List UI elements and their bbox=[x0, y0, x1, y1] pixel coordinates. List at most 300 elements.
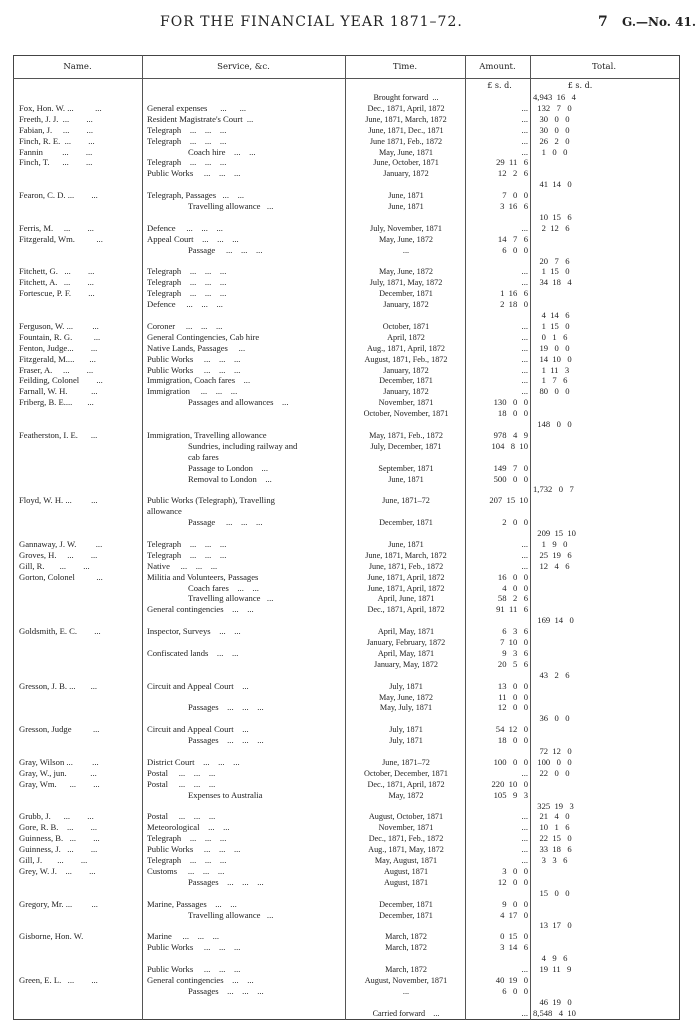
entry-name: Gray, Wilson ... ... bbox=[19, 756, 99, 767]
entry-service: Public Works ... ... ... bbox=[147, 168, 241, 179]
entry-amount: 0 15 0 bbox=[500, 931, 528, 942]
entry-time: May, July, 1871 bbox=[379, 703, 433, 713]
entry-service: Expenses to Australia bbox=[188, 789, 263, 800]
table-row bbox=[0, 495, 700, 506]
table-row bbox=[0, 572, 700, 583]
table-row bbox=[0, 201, 700, 212]
table-row bbox=[0, 920, 700, 931]
entry-time: January, 1872 bbox=[383, 169, 429, 179]
entry-service: Native Lands, Passages ... bbox=[147, 342, 246, 353]
entry-name: Gresson, Judge ... bbox=[19, 724, 100, 735]
table-row bbox=[0, 811, 700, 822]
entry-service: Passages ... ... ... bbox=[188, 876, 264, 887]
entry-amount: 58 2 6 bbox=[497, 593, 528, 604]
entry-total: 3 3 6 bbox=[533, 855, 568, 865]
table-row bbox=[0, 474, 700, 485]
table-row bbox=[0, 735, 700, 746]
entry-total: 1 15 0 bbox=[533, 320, 570, 331]
table-row bbox=[0, 136, 700, 147]
entry-total: 30 0 0 bbox=[533, 113, 570, 124]
entry-amount: 7 10 0 bbox=[500, 637, 528, 647]
entry-amount: ... bbox=[521, 320, 528, 331]
entry-time: May, August, 1871 bbox=[374, 856, 438, 865]
entry-service: Postal ... ... ... bbox=[147, 811, 216, 822]
entry-service: Telegraph ... ... ... bbox=[147, 277, 227, 288]
entry-time: December, 1871 bbox=[379, 289, 433, 299]
table-row bbox=[0, 877, 700, 888]
entry-amount: ... bbox=[521, 146, 528, 157]
entry-amount: ... bbox=[521, 1007, 528, 1018]
entry-time: May, 1871, Feb., 1872 bbox=[369, 430, 443, 440]
entry-service: Defence ... ... ... bbox=[147, 222, 223, 233]
entry-time: June, 1871, April, 1872 bbox=[367, 583, 445, 593]
table-row bbox=[0, 615, 700, 626]
entry-name: Farnall, W. H. ... bbox=[19, 386, 98, 397]
page-header bbox=[0, 14, 700, 36]
entry-amount: 20 5 6 bbox=[497, 658, 528, 669]
entry-service: Travelling allowance ... bbox=[188, 593, 274, 604]
entry-total: 2 12 6 bbox=[533, 222, 570, 233]
table-row bbox=[0, 343, 700, 354]
entry-name: Finch, T. ... ... bbox=[19, 157, 93, 168]
table-row bbox=[0, 408, 700, 419]
entry-amount: 3 0 0 bbox=[502, 865, 528, 876]
table-row bbox=[0, 986, 700, 997]
table-row bbox=[0, 899, 700, 910]
entry-time: March, 1872 bbox=[385, 943, 427, 953]
table-row bbox=[0, 997, 700, 1008]
entry-service: Marine ... ... ... bbox=[147, 931, 220, 942]
entry-name: Gore, R. B. ... ... bbox=[19, 822, 98, 833]
entry-amount: 54 12 0 bbox=[495, 724, 528, 735]
table-row bbox=[0, 506, 700, 517]
table-row bbox=[0, 234, 700, 245]
entry-time: November, 1871 bbox=[378, 823, 434, 833]
entry-amount: 12 0 0 bbox=[497, 702, 528, 713]
entry-total: 10 15 6 bbox=[533, 211, 572, 222]
table-row bbox=[0, 626, 700, 637]
entry-time: July, November, 1871 bbox=[370, 223, 442, 233]
entry-amount: 9 0 0 bbox=[502, 898, 528, 909]
entry-time: March, 1872 bbox=[385, 965, 427, 974]
table-row bbox=[0, 801, 700, 812]
entry-total: 19 0 0 bbox=[533, 342, 570, 353]
table-row bbox=[0, 256, 700, 267]
entry-time: ... bbox=[402, 245, 410, 255]
table-row bbox=[0, 92, 700, 103]
entry-time: January, February, 1872 bbox=[366, 638, 446, 647]
entry-total: 22 0 0 bbox=[533, 767, 570, 778]
entry-time: May, June, 1871 bbox=[378, 147, 434, 157]
entry-name: Gorton, Colonel ... bbox=[19, 571, 103, 582]
table-row bbox=[0, 953, 700, 964]
entry-name: Feilding, Colonel ... bbox=[19, 375, 103, 386]
entry-amount: 500 0 0 bbox=[493, 473, 528, 484]
entry-time: July, December, 1871 bbox=[370, 441, 442, 451]
entry-time: October, 1871 bbox=[382, 321, 430, 331]
entry-name: Gray, W., jun. ... bbox=[19, 767, 97, 778]
entry-name: Gill, R. ... ... bbox=[19, 560, 90, 571]
entry-service: Passages ... ... ... bbox=[188, 735, 264, 746]
entry-time: Aug., 1871, May, 1872 bbox=[368, 845, 444, 855]
entry-time: January, May, 1872 bbox=[374, 659, 438, 669]
entry-time: April, May, 1871 bbox=[377, 627, 435, 637]
entry-total: 33 18 6 bbox=[533, 844, 572, 855]
entry-service: Passages ... ... ... bbox=[188, 702, 264, 713]
entry-amount: ... bbox=[521, 767, 528, 778]
entry-time: January, 1872 bbox=[383, 365, 429, 375]
table-row bbox=[0, 866, 700, 877]
document-reference: G.—No. 41. bbox=[622, 15, 696, 29]
entry-total: 8,548 4 10 bbox=[533, 1007, 576, 1018]
table-row bbox=[0, 942, 700, 953]
entry-amount: ... bbox=[521, 811, 528, 822]
table-row bbox=[0, 844, 700, 855]
entry-service: Immigration, Coach fares ... bbox=[147, 375, 251, 386]
table-row bbox=[0, 681, 700, 692]
entry-service: General expenses ... ... bbox=[147, 102, 247, 113]
entry-amount: ... bbox=[521, 113, 528, 124]
column-header-amount: Amount. bbox=[479, 62, 516, 72]
entry-name: Fortescue, P. F. ... bbox=[19, 288, 95, 299]
entry-amount: 220 10 0 bbox=[491, 778, 528, 789]
entry-service: Telegraph ... ... ... bbox=[147, 124, 227, 135]
entry-time: June, 1871–72 bbox=[382, 757, 430, 767]
amount-units: £ s. d. bbox=[487, 81, 512, 90]
entry-amount: 2 18 0 bbox=[500, 299, 528, 310]
table-row bbox=[0, 822, 700, 833]
table-row bbox=[0, 637, 700, 648]
entry-total: 15 0 0 bbox=[533, 887, 570, 898]
entry-total: 19 11 9 bbox=[533, 964, 572, 974]
entry-service: Postal ... ... ... bbox=[147, 778, 216, 789]
table-row bbox=[0, 692, 700, 703]
entry-name: Fox, Hon. W. ... ... bbox=[19, 102, 102, 113]
entry-service: Coach hire ... ... bbox=[188, 146, 256, 157]
entry-time: Carried forward ... bbox=[372, 1008, 440, 1018]
table-row bbox=[0, 648, 700, 659]
entry-amount: 1 16 6 bbox=[500, 288, 528, 299]
table-row bbox=[0, 190, 700, 201]
table-row bbox=[0, 419, 700, 430]
entry-amount: 11 0 0 bbox=[498, 691, 528, 702]
entry-time: April, June, 1871 bbox=[377, 594, 435, 604]
entry-name: Ferguson, W. ... ... bbox=[19, 320, 99, 331]
entry-service: Public Works ... ... ... bbox=[147, 964, 241, 974]
entry-service: Defence ... ... ... bbox=[147, 299, 223, 310]
entry-service: Public Works ... ... ... bbox=[147, 942, 241, 953]
entry-total: 325 19 3 bbox=[533, 800, 574, 811]
entry-amount: ... bbox=[521, 266, 528, 277]
entry-time: June, 1871, Dec., 1871 bbox=[368, 125, 444, 135]
table-row bbox=[0, 593, 700, 604]
entry-amount: 16 0 0 bbox=[497, 571, 528, 582]
entry-time: December, 1871 bbox=[379, 899, 433, 909]
entry-amount: 18 0 0 bbox=[497, 735, 528, 746]
entry-time: June, 1871 bbox=[388, 474, 424, 484]
entry-time: August, November, 1871 bbox=[364, 975, 448, 985]
entry-service: Telegraph ... ... ... bbox=[147, 538, 227, 549]
entry-amount: 18 0 0 bbox=[497, 408, 528, 419]
entry-service: Telegraph ... ... ... bbox=[147, 549, 227, 560]
entry-time: June, 1871, April, 1872 bbox=[367, 572, 445, 582]
entry-time: April, 1872 bbox=[387, 332, 425, 342]
entry-time: December, 1871 bbox=[379, 376, 433, 386]
entry-service: Travelling allowance ... bbox=[188, 201, 274, 211]
entry-time: October, November, 1871 bbox=[363, 409, 449, 419]
entry-time: Dec., 1871, April, 1872 bbox=[367, 779, 445, 789]
entry-service: Customs ... ... ... bbox=[147, 865, 225, 876]
entry-service: Circuit and Appeal Court ... bbox=[147, 724, 249, 735]
entry-amount: 6 3 6 bbox=[502, 626, 528, 637]
entry-time: October, December, 1871 bbox=[364, 768, 448, 778]
entry-amount: ... bbox=[521, 549, 528, 560]
entry-amount: 149 7 0 bbox=[493, 462, 528, 473]
entry-service: Telegraph ... ... ... bbox=[147, 833, 227, 844]
entry-name: Grubb, J. ... ... bbox=[19, 811, 94, 822]
table-row bbox=[0, 245, 700, 256]
table-row bbox=[0, 517, 700, 528]
entry-total: 13 17 0 bbox=[533, 920, 572, 931]
entry-amount: ... bbox=[521, 833, 528, 844]
entry-amount: 3 14 6 bbox=[500, 942, 528, 953]
entry-total: 72 12 0 bbox=[533, 746, 572, 756]
table-row bbox=[0, 583, 700, 594]
entry-service: Resident Magistrate's Court ... bbox=[147, 113, 254, 124]
entry-amount: 91 11 6 bbox=[496, 604, 528, 615]
table-row bbox=[0, 147, 700, 158]
entry-name: Fannin ... ... bbox=[19, 146, 93, 157]
entry-total: 100 0 0 bbox=[533, 756, 572, 767]
entry-time: June 1871, Feb., 1872 bbox=[369, 136, 443, 146]
entry-service: Passage ... ... ... bbox=[188, 244, 263, 255]
entry-total: 22 15 0 bbox=[533, 833, 572, 844]
column-header-service: Service, &c. bbox=[217, 62, 270, 72]
table-row bbox=[0, 103, 700, 114]
entry-name: Fabian, J. ... ... bbox=[19, 124, 93, 135]
column-header-name: Name. bbox=[63, 62, 92, 72]
entry-time: Dec., 1871, April, 1872 bbox=[367, 605, 445, 615]
entry-service: Marine, Passages ... ... bbox=[147, 898, 237, 909]
entry-amount: 6 0 0 bbox=[502, 985, 528, 996]
entry-total: 80 0 0 bbox=[533, 386, 570, 397]
entry-time: September, 1871 bbox=[378, 463, 434, 473]
entry-time: Aug., 1871, April, 1872 bbox=[366, 343, 445, 353]
table-row bbox=[0, 724, 700, 735]
table-row bbox=[0, 452, 700, 463]
table-row bbox=[0, 713, 700, 724]
entry-amount: 2 0 0 bbox=[502, 517, 528, 528]
entry-total: 21 4 0 bbox=[533, 811, 570, 822]
entry-service: Immigration ... ... ... bbox=[147, 386, 238, 397]
entry-time: July, 1871 bbox=[389, 736, 423, 746]
table-row bbox=[0, 288, 700, 299]
entry-total: 209 15 10 bbox=[533, 528, 576, 538]
entry-service: Sundries, including railway and bbox=[188, 440, 298, 451]
entry-name: Gresson, J. B. ... ... bbox=[19, 680, 98, 691]
table-row bbox=[0, 157, 700, 168]
entry-name: Gisborne, Hon. W. bbox=[19, 931, 101, 942]
entry-total: 46 19 0 bbox=[533, 996, 572, 1007]
entry-time: April, May, 1871 bbox=[377, 648, 435, 658]
entry-time: May, June, 1872 bbox=[378, 267, 434, 277]
entry-amount: ... bbox=[521, 375, 528, 386]
table-row bbox=[0, 528, 700, 539]
table-row bbox=[0, 931, 700, 942]
entry-total: 4,943 16 4 bbox=[533, 92, 576, 102]
entry-amount: 4 0 0 bbox=[502, 582, 528, 593]
entry-name: Fraser, A. ... ... bbox=[19, 364, 94, 375]
entry-amount: 29 11 6 bbox=[496, 157, 528, 168]
table-row bbox=[0, 277, 700, 288]
table-row bbox=[0, 321, 700, 332]
entry-service: Telegraph ... ... ... bbox=[147, 288, 227, 299]
entry-service: General contingencies ... ... bbox=[147, 974, 254, 985]
entry-service: Passages and allowances ... bbox=[188, 397, 289, 408]
entry-amount: 3 16 6 bbox=[500, 201, 528, 211]
table-row bbox=[0, 212, 700, 223]
table-row bbox=[0, 114, 700, 125]
entry-time: June, October, 1871 bbox=[373, 158, 439, 168]
entry-name: Grey, W. J. ... ... bbox=[19, 865, 96, 876]
table-row bbox=[0, 561, 700, 572]
entry-amount: 14 7 6 bbox=[497, 233, 528, 244]
entry-service: Telegraph ... ... ... bbox=[147, 855, 227, 865]
entry-amount: ... bbox=[521, 331, 528, 342]
entry-amount: ... bbox=[521, 855, 528, 865]
table-row bbox=[0, 365, 700, 376]
table-row bbox=[0, 604, 700, 615]
entry-service: Confiscated lands ... ... bbox=[147, 647, 239, 658]
entry-time: January, 1872 bbox=[383, 387, 429, 397]
entry-amount: 7 0 0 bbox=[502, 190, 528, 201]
entry-amount: ... bbox=[521, 560, 528, 571]
entry-name: Gregory, Mr. ... ... bbox=[19, 898, 98, 909]
table-row bbox=[0, 975, 700, 986]
entry-service: Passage ... ... ... bbox=[188, 517, 263, 528]
entry-name: Friberg, B. E.... ... bbox=[19, 397, 94, 408]
table-row bbox=[0, 397, 700, 408]
table-row bbox=[0, 332, 700, 343]
entry-name: Fitchett, A. ... ... bbox=[19, 277, 94, 288]
table-row bbox=[0, 310, 700, 321]
entry-name: Freeth, J. J. ... ... bbox=[19, 113, 93, 124]
entry-total: 43 2 6 bbox=[533, 669, 570, 680]
table-row bbox=[0, 299, 700, 310]
entry-time: Dec., 1871, April, 1872 bbox=[367, 103, 445, 113]
entry-time: June, 1871, March, 1872 bbox=[365, 114, 447, 124]
entry-total: 1,732 0 7 bbox=[533, 484, 574, 495]
entry-amount: 130 0 0 bbox=[493, 397, 528, 408]
entry-service: Circuit and Appeal Court ... bbox=[147, 680, 249, 691]
entry-amount: ... bbox=[521, 222, 528, 233]
entry-time: June, 1871 bbox=[388, 539, 424, 549]
page-title: FOR THE FINANCIAL YEAR 1871–72. bbox=[160, 14, 463, 30]
entry-amount: ... bbox=[521, 364, 528, 375]
entry-name: Fitchett, G. ... ... bbox=[19, 266, 95, 277]
entry-service: Passages ... ... ... bbox=[188, 985, 264, 996]
entry-amount: ... bbox=[521, 386, 528, 397]
entry-time: June, 1871 bbox=[388, 191, 424, 201]
entry-amount: 207 15 10 bbox=[489, 495, 528, 506]
page-number: 7 bbox=[598, 14, 608, 30]
entry-name: Green, E. L. ... ... bbox=[19, 974, 98, 985]
entry-name: Fitzgerald, Wm. ... bbox=[19, 233, 103, 244]
table-row bbox=[0, 179, 700, 190]
table-row bbox=[0, 790, 700, 801]
table-row bbox=[0, 386, 700, 397]
table-row bbox=[0, 168, 700, 179]
entry-time: July, 1871 bbox=[389, 725, 423, 735]
entry-name: Gannaway, J. W. ... bbox=[19, 538, 103, 549]
entry-total: 36 0 0 bbox=[533, 713, 570, 724]
entry-total: 14 10 0 bbox=[533, 353, 572, 364]
entry-name: Floyd, W. H. ... ... bbox=[19, 495, 98, 506]
table-row bbox=[0, 223, 700, 234]
entry-total: 30 0 0 bbox=[533, 124, 570, 135]
total-units: £ s. d. bbox=[567, 81, 593, 90]
entry-amount: 9 3 6 bbox=[502, 647, 528, 658]
entry-name: Goldsmith, E. C. ... bbox=[19, 626, 101, 637]
entry-time: July, 1871, May, 1872 bbox=[369, 278, 443, 288]
table-row bbox=[0, 888, 700, 899]
entry-amount: ... bbox=[521, 844, 528, 855]
table-row bbox=[0, 1008, 700, 1019]
entry-name: Fenton, Judge... ... bbox=[19, 342, 98, 353]
entry-name: Ferris, M. ... ... bbox=[19, 222, 94, 233]
table-row bbox=[0, 757, 700, 768]
entry-total: 41 14 0 bbox=[533, 179, 572, 190]
entry-time: June, 1871 bbox=[388, 202, 424, 211]
entry-time: December, 1871 bbox=[379, 518, 433, 528]
entry-service: Public Works ... ... ... bbox=[147, 353, 241, 364]
entry-service: Appeal Court ... ... ... bbox=[147, 233, 239, 244]
entry-time: June, 1871, Feb., 1872 bbox=[368, 561, 444, 571]
entry-service: Travelling allowance ... bbox=[188, 909, 274, 920]
entry-name: Finch, R. E. ... ... bbox=[19, 135, 95, 146]
entry-name: Guinness, B. ... ... bbox=[19, 833, 100, 844]
entry-time: March, 1872 bbox=[385, 932, 427, 942]
table-row bbox=[0, 910, 700, 921]
entry-name: Featherston, I. E. ... bbox=[19, 429, 98, 440]
entry-name: Groves, H. ... ... bbox=[19, 549, 98, 560]
entry-service: General Contingencies, Cab hire bbox=[147, 331, 260, 342]
entry-time: ... bbox=[402, 986, 410, 996]
entry-service: allowance bbox=[147, 506, 182, 517]
table-row bbox=[0, 855, 700, 866]
entry-service: Immigration, Travelling allowance bbox=[147, 429, 267, 440]
entry-time: November, 1871 bbox=[378, 398, 434, 408]
entry-service: Public Works ... ... ... bbox=[147, 364, 241, 375]
entry-amount: ... bbox=[521, 538, 528, 549]
entry-amount: 4 17 0 bbox=[500, 909, 528, 920]
entry-service: Inspector, Surveys ... ... bbox=[147, 626, 241, 637]
entry-time: August, 1871 bbox=[383, 866, 429, 876]
entry-time: June, 1871–72 bbox=[382, 496, 430, 506]
entry-service: Native ... ... ... bbox=[147, 560, 218, 571]
entry-time: June, 1871, March, 1872 bbox=[365, 550, 447, 560]
table-row bbox=[0, 833, 700, 844]
table-row bbox=[0, 670, 700, 681]
entry-total: 4 9 6 bbox=[533, 953, 568, 964]
table-row bbox=[0, 539, 700, 550]
table-row bbox=[0, 659, 700, 670]
entry-time: August, October, 1871 bbox=[368, 812, 444, 822]
entry-service: District Court ... ... ... bbox=[147, 756, 240, 767]
entry-time: December, 1871 bbox=[379, 910, 433, 920]
header-rule bbox=[13, 78, 679, 79]
table-row bbox=[0, 768, 700, 779]
